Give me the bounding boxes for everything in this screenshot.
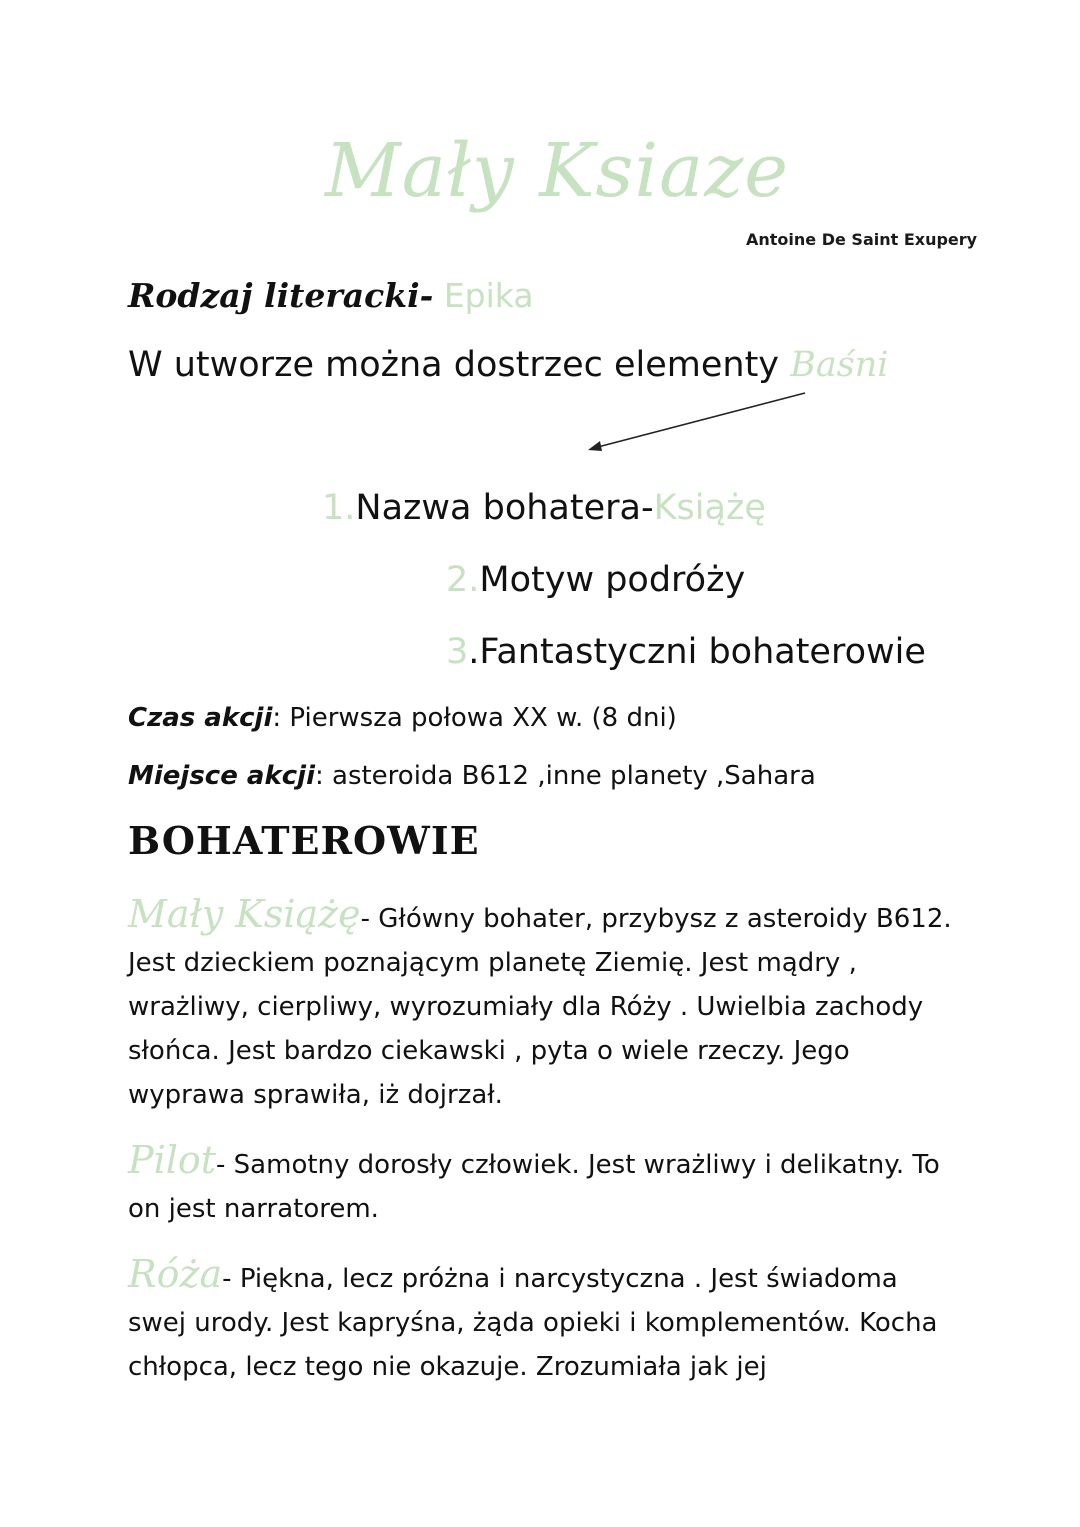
list-number: 3 bbox=[446, 632, 469, 672]
list-text: Motyw podróży bbox=[479, 560, 746, 600]
genre-line bbox=[128, 276, 534, 315]
list-number: 1. bbox=[322, 488, 356, 528]
list-item bbox=[322, 488, 766, 528]
hero-description: - Główny bohater, przybysz z asteroidy B612. Jest dzieckiem poznającym planetę Ziemię. Jest mądry , wrażliwy, cierpliwy, wyrozumiały dla Róży . Uwielbia zachody słońca. Jest bardzo ciekawski , pyta o wiele rzeczy. Jego wyprawa sprawiła, iż dojrzał. bbox=[128, 904, 952, 1110]
place-line bbox=[128, 761, 816, 791]
list-item bbox=[446, 632, 926, 672]
genre-value: Epika bbox=[433, 276, 534, 315]
elements-highlight: Baśni bbox=[790, 345, 889, 385]
list-item bbox=[446, 560, 745, 600]
hero-paragraph bbox=[128, 1138, 958, 1231]
heroes-heading: BOHATEROWIE bbox=[128, 818, 480, 863]
page-title: Mały Ksiaze bbox=[325, 128, 790, 214]
place-value: : asteroida B612 ,inne planety ,Sahara bbox=[314, 761, 816, 791]
genre-label: Rodzaj literacki- bbox=[128, 276, 434, 315]
hero-description: - Piękna, lecz próżna i narcystyczna . Jest świadoma swej urody. Jest kapryśna, żąda opieki i komplementów. Kocha chłopca, lecz tego nie okazuje. Zrozumiała jak jej bbox=[128, 1264, 938, 1382]
time-value: : Pierwsza połowa XX w. (8 dni) bbox=[272, 703, 677, 733]
list-highlight: Książę bbox=[653, 488, 766, 528]
list-number: 2. bbox=[446, 560, 480, 600]
hero-description: - Samotny dorosły człowiek. Jest wrażliwy i delikatny. To on jest narratorem. bbox=[128, 1150, 940, 1224]
hero-name: Mały Książę bbox=[128, 892, 361, 936]
author: Antoine De Saint Exupery bbox=[746, 230, 978, 249]
time-line bbox=[128, 703, 677, 733]
elements-line bbox=[128, 345, 888, 385]
hero-name: Róża bbox=[128, 1252, 223, 1296]
list-text: .Fantastyczni bohaterowie bbox=[468, 632, 926, 672]
elements-text: W utworze można dostrzec elementy bbox=[128, 345, 791, 385]
list-text: Nazwa bohatera- bbox=[355, 488, 654, 528]
hero-paragraph bbox=[128, 1252, 958, 1389]
place-label: Miejsce akcji bbox=[128, 761, 315, 791]
arrow-icon bbox=[580, 385, 820, 455]
hero-paragraph bbox=[128, 892, 958, 1117]
hero-name: Pilot bbox=[128, 1138, 217, 1182]
time-label: Czas akcji bbox=[128, 703, 273, 733]
